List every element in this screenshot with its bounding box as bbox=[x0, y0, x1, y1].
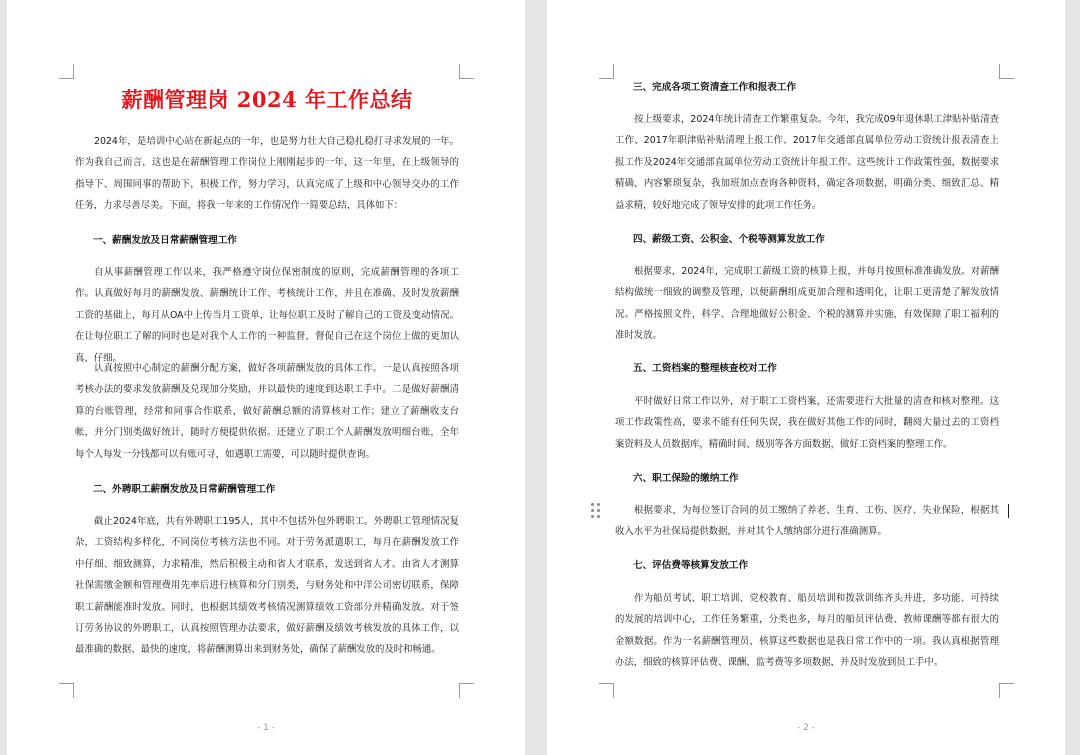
body-paragraph[interactable]: 认真按照中心制定的薪酬分配方案，做好各项薪酬发放的具体工作。一是认真按照各项考核办法的要求发放薪酬及兑现加分奖励，并以最快的速度到达职工手中。二是做好薪酬清算的台账管理，经常和同事合作联系，做好薪酬总额的清算核对工作；建立了薪酬收支台帐，并分门别类做好统计，随时方便提供依据。还建立了职工个人薪酬发放明细台账，全年每个人每发一分钱都可以有账可寻，如遇职工需要，可以随时提供查询。 bbox=[75, 363, 459, 460]
body-paragraph[interactable]: 按上级要求，2024年统计清查工作繁重复杂。今年，我完成09年退休职工津贴补贴清查工作、2017年职津贴补贴清理上报工作、2017年交通部直属单位劳动工资统计报表清查上报工作及2024年交通部直属单位劳动工资统计年报工作。这些统计工作政策性强，数据要求精确，内容繁琐复杂，我加班加点查询各种资料，确定各项数据，明确分类、细致汇总、精益求精，较好地完成了领导安排的此项工作任务。 bbox=[615, 114, 999, 211]
crop-mark-bottom-right bbox=[999, 683, 1014, 698]
drag-handle-icon[interactable] bbox=[591, 503, 601, 519]
crop-mark-bottom-right bbox=[459, 683, 474, 698]
crop-mark-top-left bbox=[599, 64, 614, 79]
crop-mark-top-left bbox=[59, 64, 74, 79]
page-number: - 2 - bbox=[797, 723, 815, 733]
intro-paragraph[interactable]: 2024年，是培训中心站在新起点的一年，也是努力壮大自己稳扎稳打寻求发展的一年。作为我自己而言，这也是在薪酬管理工作岗位上刚刚起步的一年，这一年里，在上级领导的指导下、周围同事的帮助下，积极工作，努力学习，认真完成了上级和中心领导交办的工作任务，力求尽善尽美。下面，将我一年来的工作情况作一简要总结，具体如下： bbox=[75, 136, 459, 212]
section-heading-1[interactable]: 一、薪酬发放及日常薪酬管理工作 bbox=[93, 235, 237, 246]
page-number: - 1 - bbox=[257, 723, 275, 733]
section-heading-4[interactable]: 四、薪级工资、公积金、个税等测算发放工作 bbox=[633, 234, 825, 245]
text-cursor bbox=[1008, 504, 1009, 518]
section-heading-7[interactable]: 七、评估费等核算发放工作 bbox=[633, 560, 749, 571]
body-paragraph[interactable]: 根据要求，为每位签订合同的员工缴纳了养老、生育、工伤、医疗、失业保险，根据其收入水平为社保局提供数据，并对其个人缴纳部分进行准确测算。 bbox=[615, 505, 999, 538]
crop-mark-top-right bbox=[999, 64, 1014, 79]
body-paragraph[interactable]: 截止2024年底，共有外聘职工195人，其中不包括外包外聘职工。外聘职工管理情况复杂，工资结构多样化，不同岗位考核方法也不同。对于劳务派遣职工，每月在薪酬发放工作中仔细、细致测算，力求精准，然后积极主动和省人才联系，发送到省人才。由省人才测算社保需缴金额和管理费用先率后进行核算和分门别类，与财务处和中洋公司密切联系，保障职工薪酬能准时发放。同时，也根据其绩效考核情况测算绩效工资部分并精确发放。对于签订劳务协议的外聘职工，认真按照管理办法要求，做好薪酬及绩效考核发放的具体工作，以最准确的数据、最快的速度，将薪酬测算出来到财务处，确保了薪酬发放的及时和畅通。 bbox=[75, 516, 459, 656]
crop-mark-bottom-left bbox=[59, 683, 74, 698]
crop-mark-bottom-left bbox=[599, 683, 614, 698]
body-paragraph[interactable]: 平时做好日常工作以外，对于职工工资档案，还需要进行大批量的清查和核对整理。这项工作政策性高，要求不能有任何失误，我在做好其他工作的同时，翻阅大量过去的工资档案资料及人员数据库，精确时间、级别等各方面数据，做好工资档案的整理工作。 bbox=[615, 396, 999, 450]
document-page-1 bbox=[7, 0, 525, 755]
section-heading-5[interactable]: 五、工资档案的整理核查校对工作 bbox=[633, 363, 777, 374]
section-heading-2[interactable]: 二、外聘职工薪酬发放及日常薪酬管理工作 bbox=[93, 484, 276, 495]
crop-mark-top-right bbox=[459, 64, 474, 79]
section-heading-6[interactable]: 六、职工保险的缴纳工作 bbox=[633, 473, 739, 484]
body-paragraph[interactable]: 自从事薪酬管理工作以来，我严格遵守岗位保密制度的原则，完成薪酬管理的各项工作。认真做好每月的薪酬发放、薪酬统计工作、考核统计工作，并且在准确、及时发放薪酬工资的基础上，每月从OA中上传当月工资单，让每位职工及时了解自己的工资及变动情况。在让每位职工了解的同时也是对我个人工作的一种监督，督促自己在这个岗位上做的更加认真、仔细。 bbox=[75, 267, 459, 364]
document-page-2 bbox=[547, 0, 1065, 755]
body-paragraph[interactable]: 作为船员考试、职工培训、党校教育、船员培训和拨款训练齐头并进，多功能、可持续的发展的培训中心，工作任务繁重，分类也多，每月的船员评估费、教师课酬等都有很大的金额数据。作为一名薪酬管理员，核算这些数据也是我日常工作中的一项。我认真根据管理办法，细致的核算评估费、课酬、监考费等多项数据，并及时发放到员工手中。 bbox=[615, 593, 999, 669]
body-paragraph[interactable]: 根据要求，2024年，完成职工薪级工资的核算上报，并每月按照标准准确发放。对薪酬结构做统一细致的调整及管理，以便薪酬组成更加合理和透明化，让职工更清楚了解发放情况。严格按照文件，科学、合理地做好公积金、个税的测算并实施，有效保障了职工福利的准时发放。 bbox=[615, 266, 999, 342]
document-title[interactable]: 薪酬管理岗 2024 年工作总结 bbox=[121, 87, 413, 112]
section-heading-3[interactable]: 三、完成各项工资清查工作和报表工作 bbox=[633, 82, 797, 93]
